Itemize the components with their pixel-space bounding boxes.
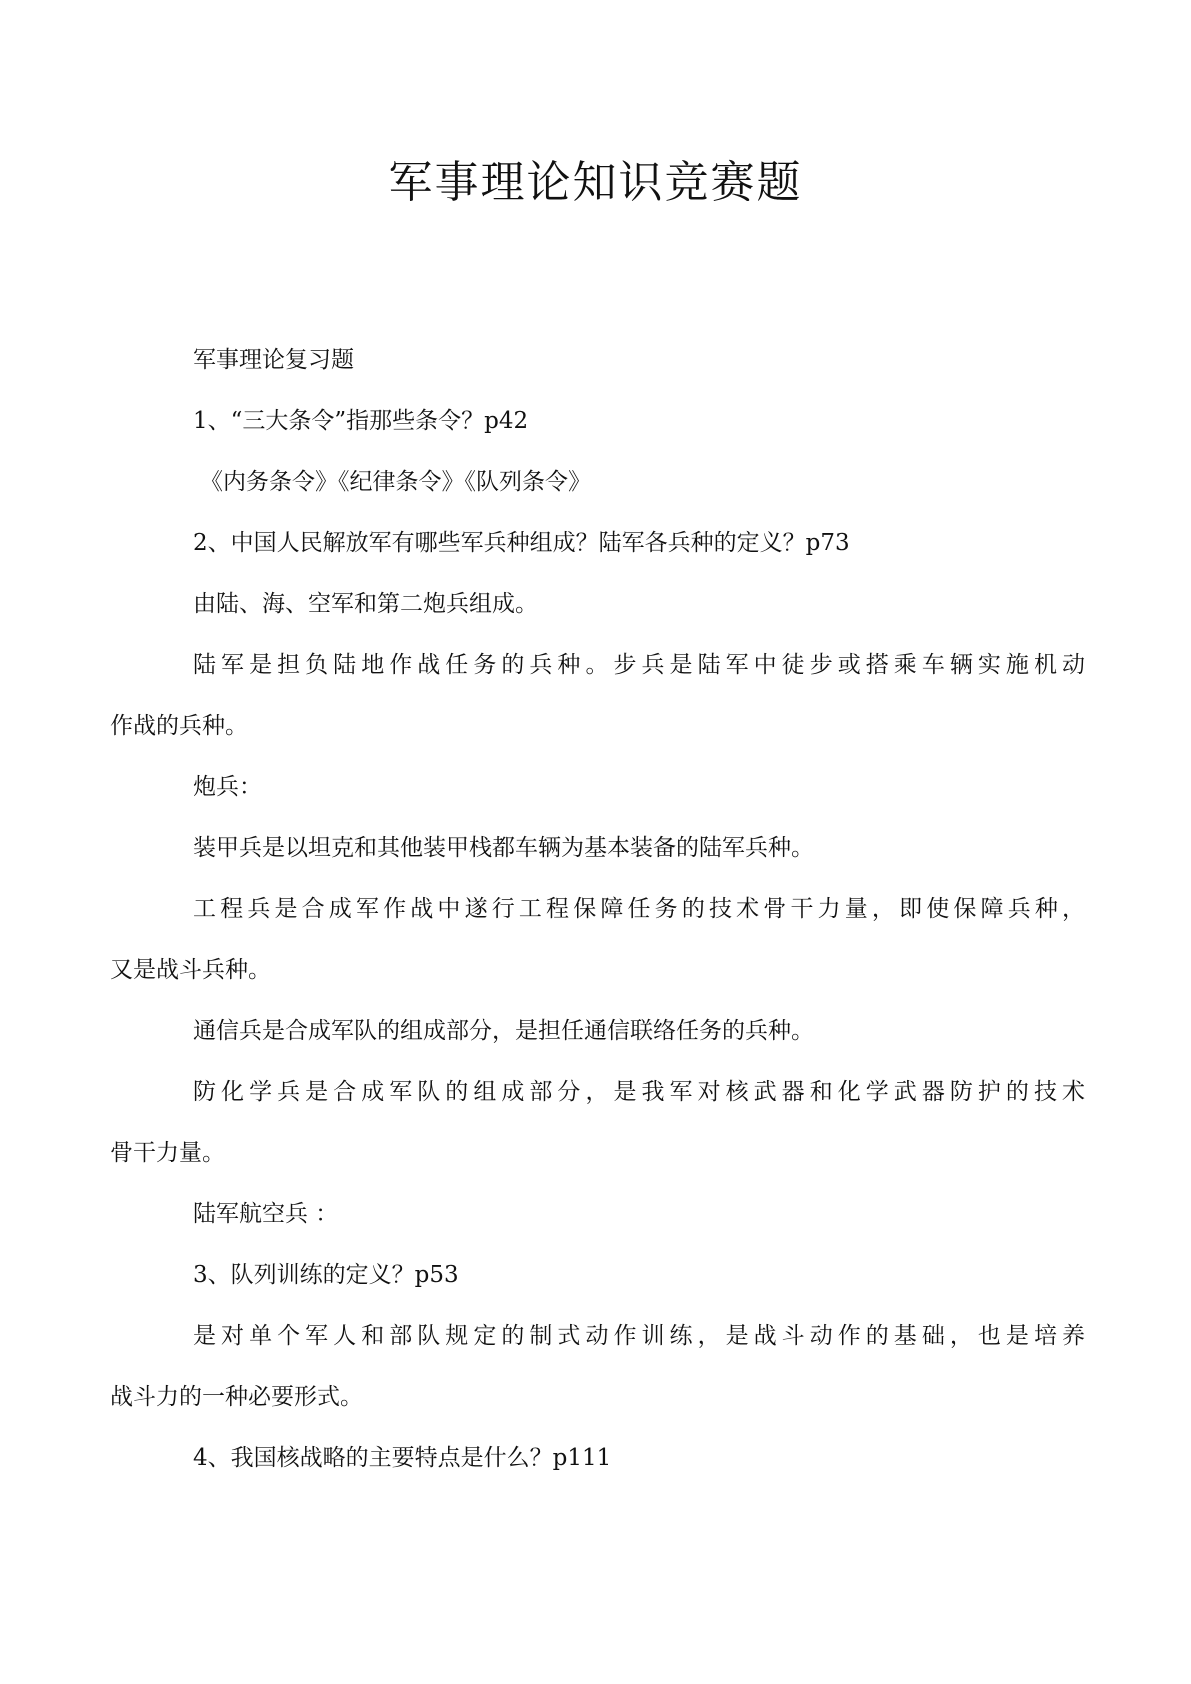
answer-2-line: 陆军航空兵 ： — [193, 1201, 339, 1227]
answer-2-line: 作战的兵种。 — [110, 713, 248, 739]
answer-2-line: 又是战斗兵种。 — [110, 957, 271, 983]
answer-2-line: 通信兵是合成军队的组成部分，是担任通信联络任务的兵种。 — [193, 1018, 814, 1044]
question-3: 3、队列训练的定义？p53 — [193, 1262, 459, 1288]
answer-2-line: 由陆、海、空军和第二炮兵组成。 — [193, 591, 538, 617]
answer-3-line: 战斗力的一种必要形式。 — [110, 1384, 363, 1410]
question-2: 2、中国人民解放军有哪些军兵种组成？陆军各兵种的定义？p73 — [193, 530, 850, 556]
document-title: 军事理论知识竞赛题 — [388, 157, 803, 208]
document-body — [110, 330, 1085, 1489]
answer-2-line: 工程兵是合成军作战中遂行工程保障任务的技术骨干力量，即使保障兵种， — [193, 896, 1085, 922]
answer-2-line: 骨干力量。 — [110, 1140, 225, 1166]
answer-1: 《内务条令》《纪律条令》《队列条令》 — [200, 469, 591, 495]
answer-2-line: 防化学兵是合成军队的组成部分，是我军对核武器和化学武器防护的技术 — [193, 1079, 1085, 1105]
section-heading: 军事理论复习题 — [193, 347, 354, 373]
answer-2-line: 陆军是担负陆地作战任务的兵种。步兵是陆军中徒步或搭乘车辆实施机动 — [193, 652, 1085, 678]
answer-2-line: 炮兵： — [193, 774, 262, 800]
answer-2-line: 装甲兵是以坦克和其他装甲栈都车辆为基本装备的陆军兵种。 — [193, 835, 814, 861]
question-1: 1、“三大条令”指那些条令？p42 — [193, 408, 529, 434]
answer-3-line: 是对单个军人和部队规定的制式动作训练，是战斗动作的基础，也是培养 — [193, 1323, 1085, 1349]
question-4: 4、我国核战略的主要特点是什么？p111 — [193, 1445, 612, 1471]
